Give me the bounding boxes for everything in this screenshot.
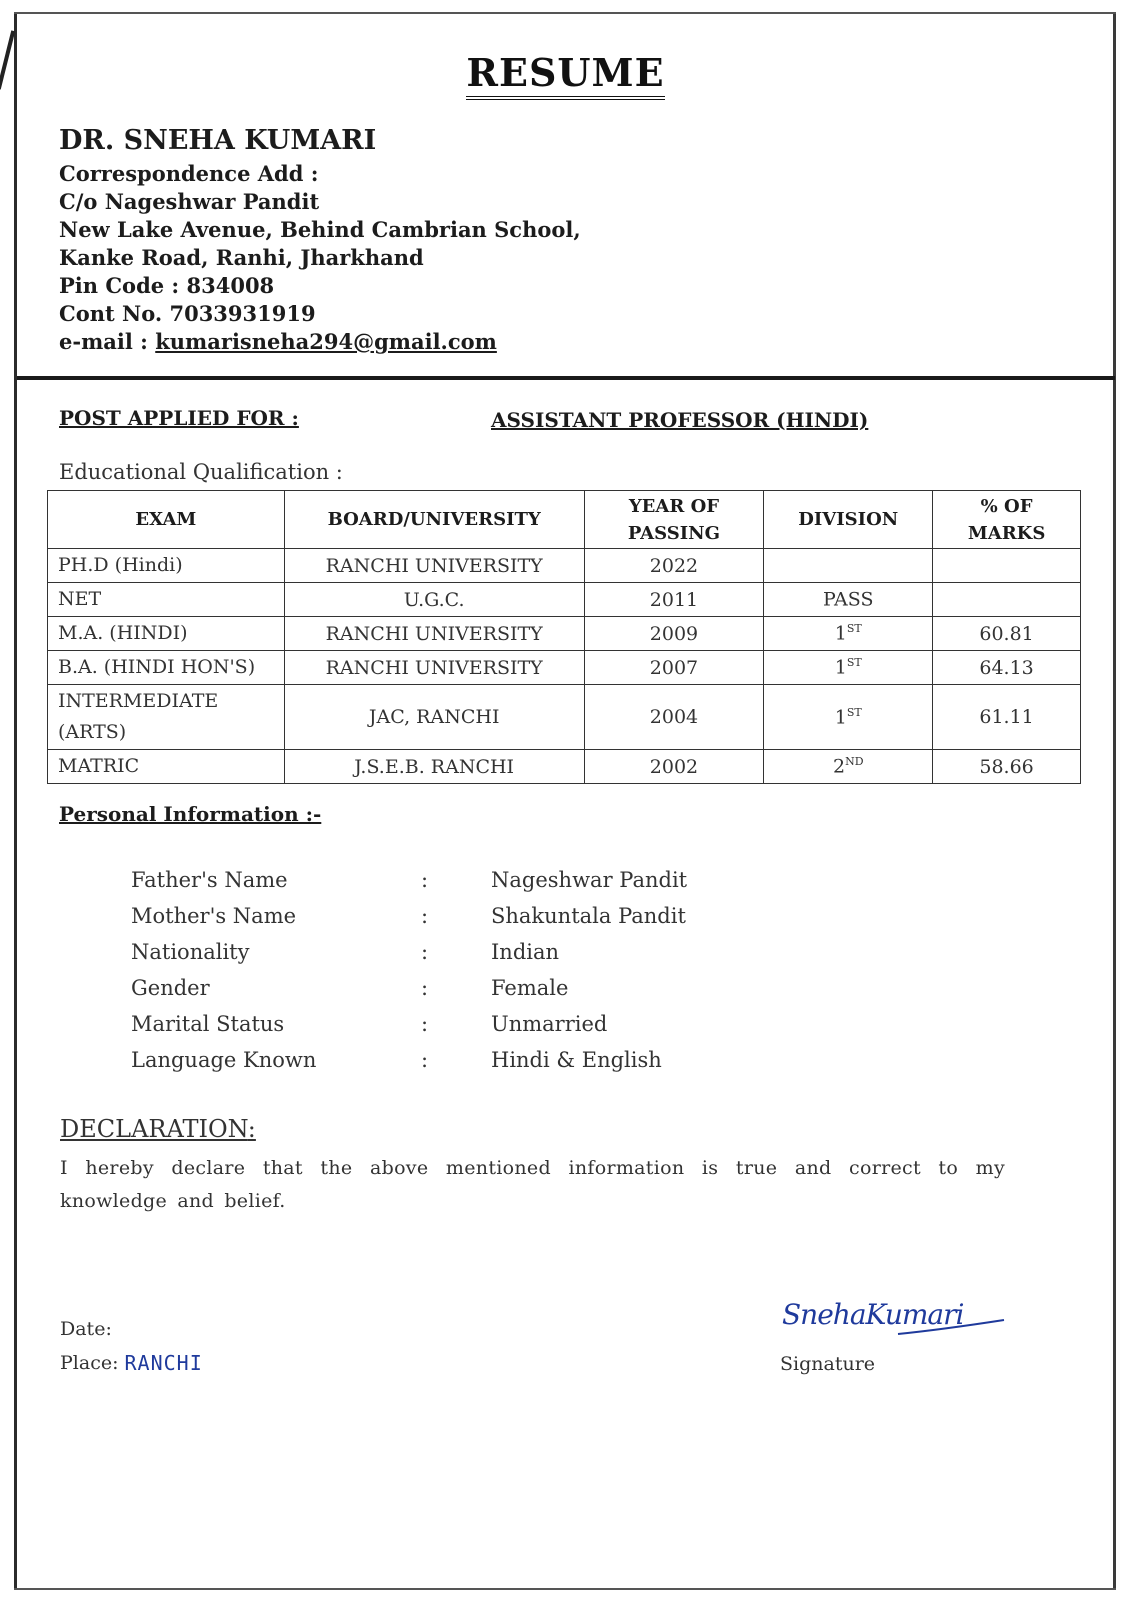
cell-year: 2022 <box>584 549 764 583</box>
date-label: Date: <box>60 1318 112 1340</box>
page-border-left <box>14 12 17 1590</box>
division-suffix: ST <box>846 705 862 719</box>
table-row <box>48 651 1081 685</box>
education-heading: Educational Qualification : <box>59 460 343 484</box>
division-value: 2 <box>832 755 846 778</box>
place-label: Place: <box>60 1352 119 1374</box>
pin-code: Pin Code : 834008 <box>59 273 275 298</box>
division-value: PASS <box>823 588 874 611</box>
cell-year: 2002 <box>584 750 764 784</box>
place-row <box>60 1351 203 1375</box>
cell-marks <box>933 583 1081 617</box>
cell-division <box>764 617 933 651</box>
division-value: 1 <box>834 656 847 679</box>
cell-division <box>764 750 933 784</box>
column-header-year: YEAR OF PASSING <box>584 491 764 549</box>
table-row <box>48 685 1081 750</box>
cell-exam: M.A. (HINDI) <box>48 617 285 651</box>
personal-info-row <box>131 898 891 934</box>
cell-division <box>764 685 933 750</box>
table-header-row <box>48 491 1081 549</box>
address-line: Kanke Road, Ranhi, Jharkhand <box>59 245 424 270</box>
header-divider <box>17 376 1115 380</box>
table-row <box>48 617 1081 651</box>
personal-info-colon: : <box>421 868 429 892</box>
personal-info-label: Language Known <box>131 1048 317 1072</box>
address-line: C/o Nageshwar Pandit <box>59 189 320 214</box>
personal-info-colon: : <box>421 1012 429 1036</box>
personal-info-label: Marital Status <box>131 1012 285 1036</box>
cell-exam: PH.D (Hindi) <box>48 549 285 583</box>
cell-marks: 61.11 <box>933 685 1081 750</box>
division-value: 1 <box>834 706 847 729</box>
cell-year: 2011 <box>584 583 764 617</box>
email-link[interactable]: kumarisneha294@gmail.com <box>155 329 497 354</box>
place-value: RANCHI <box>124 1351 203 1375</box>
cell-board: RANCHI UNIVERSITY <box>284 617 584 651</box>
document-title: RESUME <box>0 50 1131 95</box>
cell-year: 2004 <box>584 685 764 750</box>
page-border-right <box>1113 12 1116 1590</box>
division-suffix: ND <box>845 755 864 769</box>
column-header-division: DIVISION <box>764 491 933 549</box>
cell-division <box>764 583 933 617</box>
cell-marks: 60.81 <box>933 617 1081 651</box>
signature-image <box>778 1290 1008 1350</box>
table-row <box>48 549 1081 583</box>
personal-info-list <box>131 862 891 1078</box>
personal-info-row <box>131 862 891 898</box>
table-row <box>48 750 1081 784</box>
table-row <box>48 583 1081 617</box>
contact-number: Cont No. 7033931919 <box>59 301 316 326</box>
personal-info-colon: : <box>421 940 429 964</box>
declaration-heading: DECLARATION: <box>60 1115 256 1143</box>
personal-info-colon: : <box>421 1048 429 1072</box>
personal-info-value: Hindi & English <box>491 1048 662 1072</box>
page-border-bottom <box>14 1588 1116 1590</box>
cell-marks: 64.13 <box>933 651 1081 685</box>
personal-info-colon: : <box>421 976 429 1000</box>
cell-exam: MATRIC <box>48 750 285 784</box>
cell-marks: 58.66 <box>933 750 1081 784</box>
division-suffix: ST <box>846 656 862 670</box>
page-border-top <box>14 12 1116 14</box>
cell-division <box>764 651 933 685</box>
column-header-board: BOARD/UNIVERSITY <box>284 491 584 549</box>
personal-info-row <box>131 1042 891 1078</box>
cell-year: 2009 <box>584 617 764 651</box>
declaration-text: I hereby declare that the above mentioned information is true and correct to my knowledge and belief. <box>60 1157 1005 1212</box>
personal-info-colon: : <box>421 904 429 928</box>
personal-info-row <box>131 1006 891 1042</box>
cell-board: U.G.C. <box>284 583 584 617</box>
post-applied-value: ASSISTANT PROFESSOR (HINDI) <box>491 408 869 432</box>
education-table <box>47 490 1081 784</box>
applicant-name: DR. SNEHA KUMARI <box>59 125 377 156</box>
cell-exam: NET <box>48 583 285 617</box>
signature-label: Signature <box>780 1353 876 1375</box>
division-value: 1 <box>834 622 847 645</box>
cell-board: J.S.E.B. RANCHI <box>284 750 584 784</box>
address-line: New Lake Avenue, Behind Cambrian School, <box>59 217 581 242</box>
personal-info-label: Mother's Name <box>131 904 297 928</box>
personal-info-value: Unmarried <box>491 1012 608 1036</box>
email: e-mail : kumarisneha294@gmail.com <box>59 329 497 354</box>
cell-year: 2007 <box>584 651 764 685</box>
personal-info-value: Nageshwar Pandit <box>491 868 688 892</box>
cell-board: RANCHI UNIVERSITY <box>284 549 584 583</box>
cell-marks <box>933 549 1081 583</box>
personal-info-label: Nationality <box>131 940 250 964</box>
cell-board: JAC, RANCHI <box>284 685 584 750</box>
address-heading: Correspondence Add : <box>59 161 319 186</box>
personal-info-row <box>131 934 891 970</box>
signature-underline <box>778 1290 1008 1350</box>
post-applied-label: POST APPLIED FOR : <box>59 406 299 430</box>
cell-exam: B.A. (HINDI HON'S) <box>48 651 285 685</box>
cell-exam: INTERMEDIATE (ARTS) <box>48 685 285 750</box>
applicant-header <box>59 124 581 356</box>
personal-info-heading: Personal Information :- <box>59 802 322 826</box>
division-suffix: ST <box>846 622 862 636</box>
cell-division <box>764 549 933 583</box>
column-header-marks: % OF MARKS <box>933 491 1081 549</box>
personal-info-row <box>131 970 891 1006</box>
personal-info-value: Shakuntala Pandit <box>491 904 686 928</box>
cell-board: RANCHI UNIVERSITY <box>284 651 584 685</box>
personal-info-label: Gender <box>131 976 210 1000</box>
personal-info-label: Father's Name <box>131 868 288 892</box>
column-header-exam: EXAM <box>48 491 285 549</box>
personal-info-value: Indian <box>491 940 560 964</box>
signature-handwriting: SnehaKumari <box>782 1298 964 1331</box>
personal-info-value: Female <box>491 976 569 1000</box>
